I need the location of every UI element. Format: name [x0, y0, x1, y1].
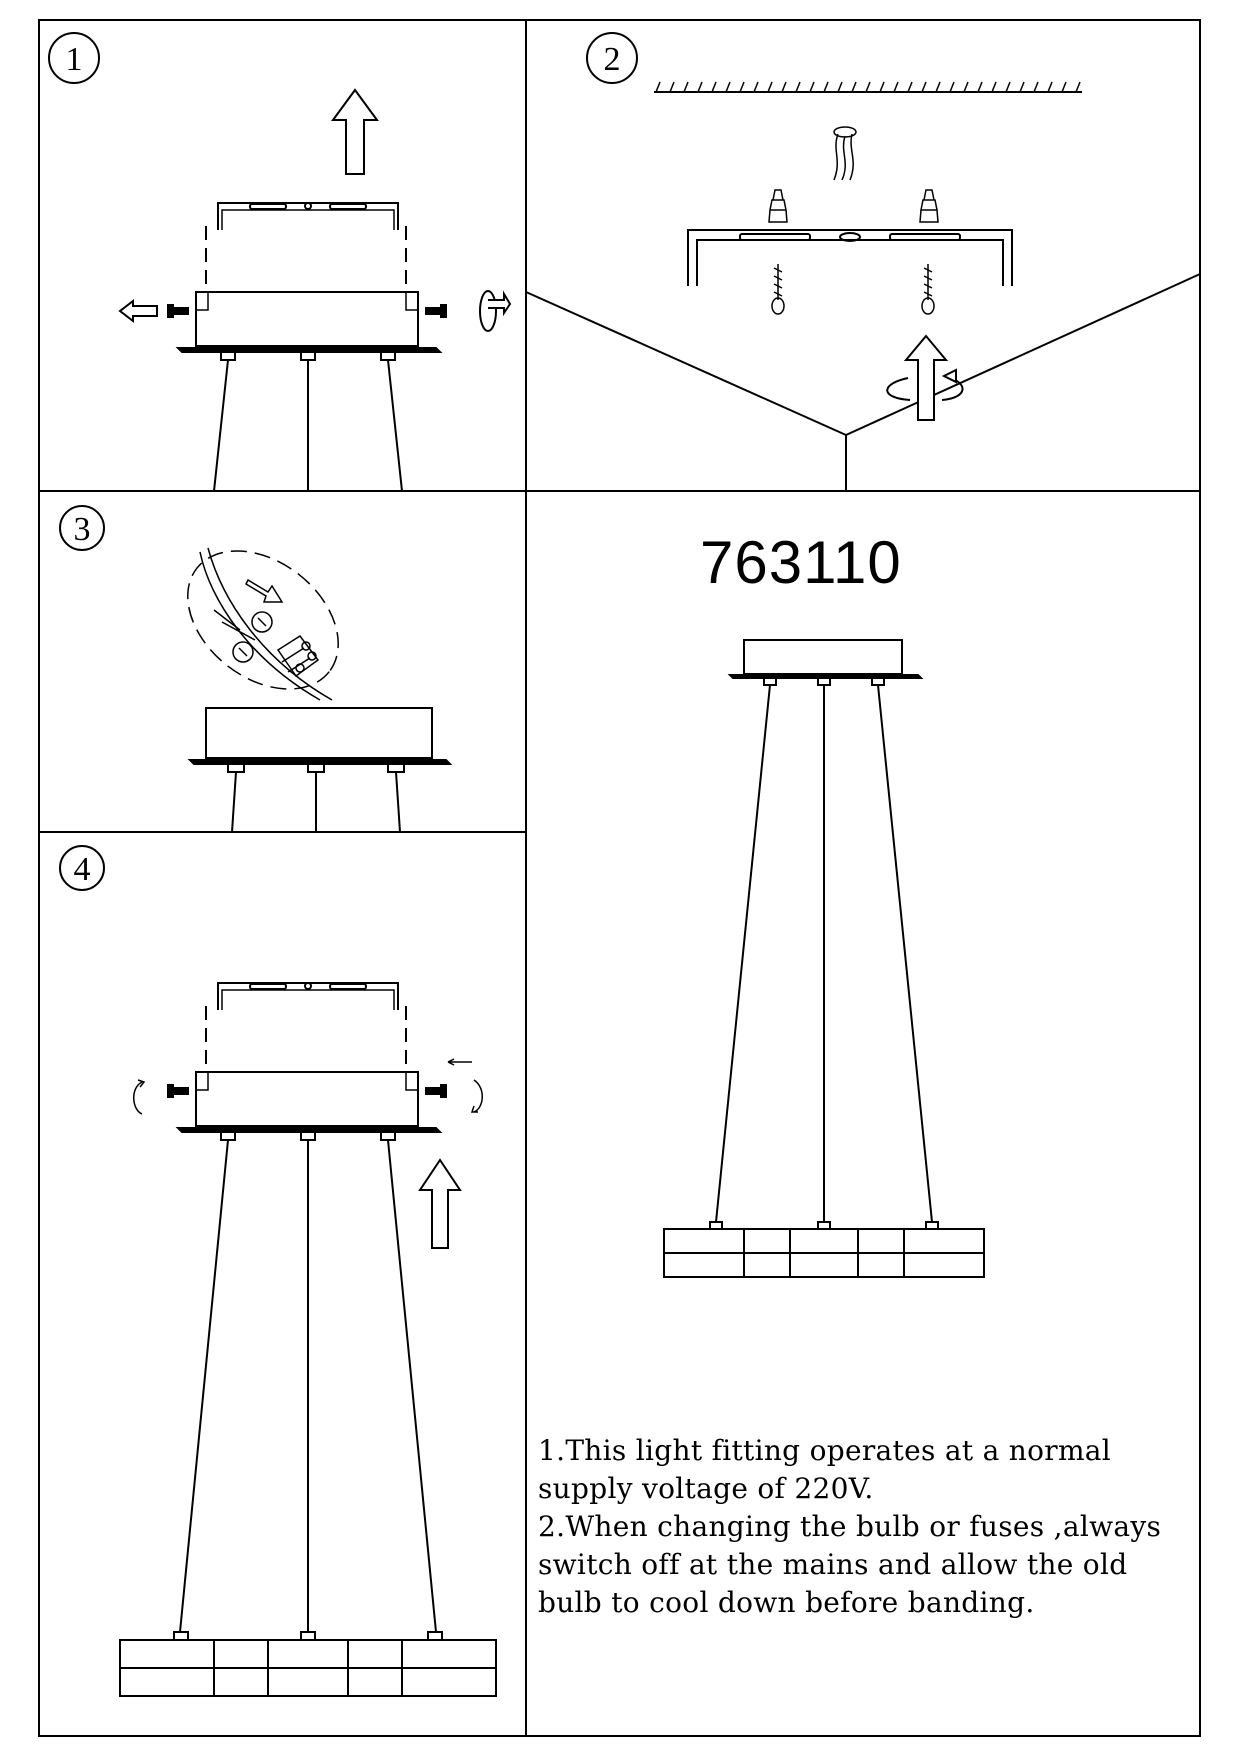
light-fixture: [664, 1222, 984, 1277]
mounting-bracket: [218, 983, 398, 1010]
step-3-number: 3: [73, 511, 91, 548]
product-panel: [664, 640, 984, 1277]
note-line: 2.When changing the bulb or fuses ,always: [538, 1510, 1162, 1543]
note-line: bulb to cool down before banding.: [538, 1586, 1035, 1619]
rotate-icon: [480, 291, 510, 331]
ceiling: [654, 82, 1082, 92]
up-arrow-icon: [333, 90, 377, 174]
canopy: [196, 292, 418, 346]
screw-icon: [772, 264, 934, 314]
step-2-number: 2: [603, 41, 621, 78]
canopy: [196, 1072, 418, 1126]
up-arrow-icon: [420, 1160, 460, 1248]
safety-notes: [538, 1432, 1198, 1622]
canopy: [206, 708, 432, 758]
rotate-left-icon: [134, 1080, 144, 1114]
step-3-panel: [60, 506, 450, 832]
note-line: 1.This light fitting operates at a normal: [538, 1434, 1112, 1467]
wiring-detail: [161, 523, 365, 718]
screw-icon: [168, 1085, 446, 1097]
mounting-bracket: [688, 230, 1012, 286]
left-arrow-icon: [120, 301, 157, 321]
step-4-number: 4: [73, 851, 91, 888]
note-line: supply voltage of 220V.: [538, 1472, 874, 1505]
left-arrow-icon: [448, 1059, 472, 1065]
down-right-arrow-icon: [246, 580, 282, 602]
rotate-right-icon: [472, 1080, 482, 1112]
step-2-panel: [526, 33, 1200, 491]
room-perspective: [526, 274, 1200, 491]
mounting-bracket: [218, 203, 398, 230]
note-line: switch off at the mains and allow the old: [538, 1548, 1128, 1581]
light-fixture: [120, 1632, 496, 1696]
step-1-number: 1: [65, 41, 83, 78]
canopy: [744, 640, 902, 674]
terminal-block: [278, 636, 318, 676]
model-number: 763110: [700, 529, 902, 596]
earth-icon: [233, 612, 272, 662]
screw-icon: [168, 305, 446, 317]
wall-plug-icon: [769, 190, 938, 222]
step-1-panel: [49, 33, 510, 491]
step-4-panel: [60, 846, 496, 1696]
mains-wires: [834, 127, 856, 180]
rotate-up-icon: [887, 336, 962, 420]
